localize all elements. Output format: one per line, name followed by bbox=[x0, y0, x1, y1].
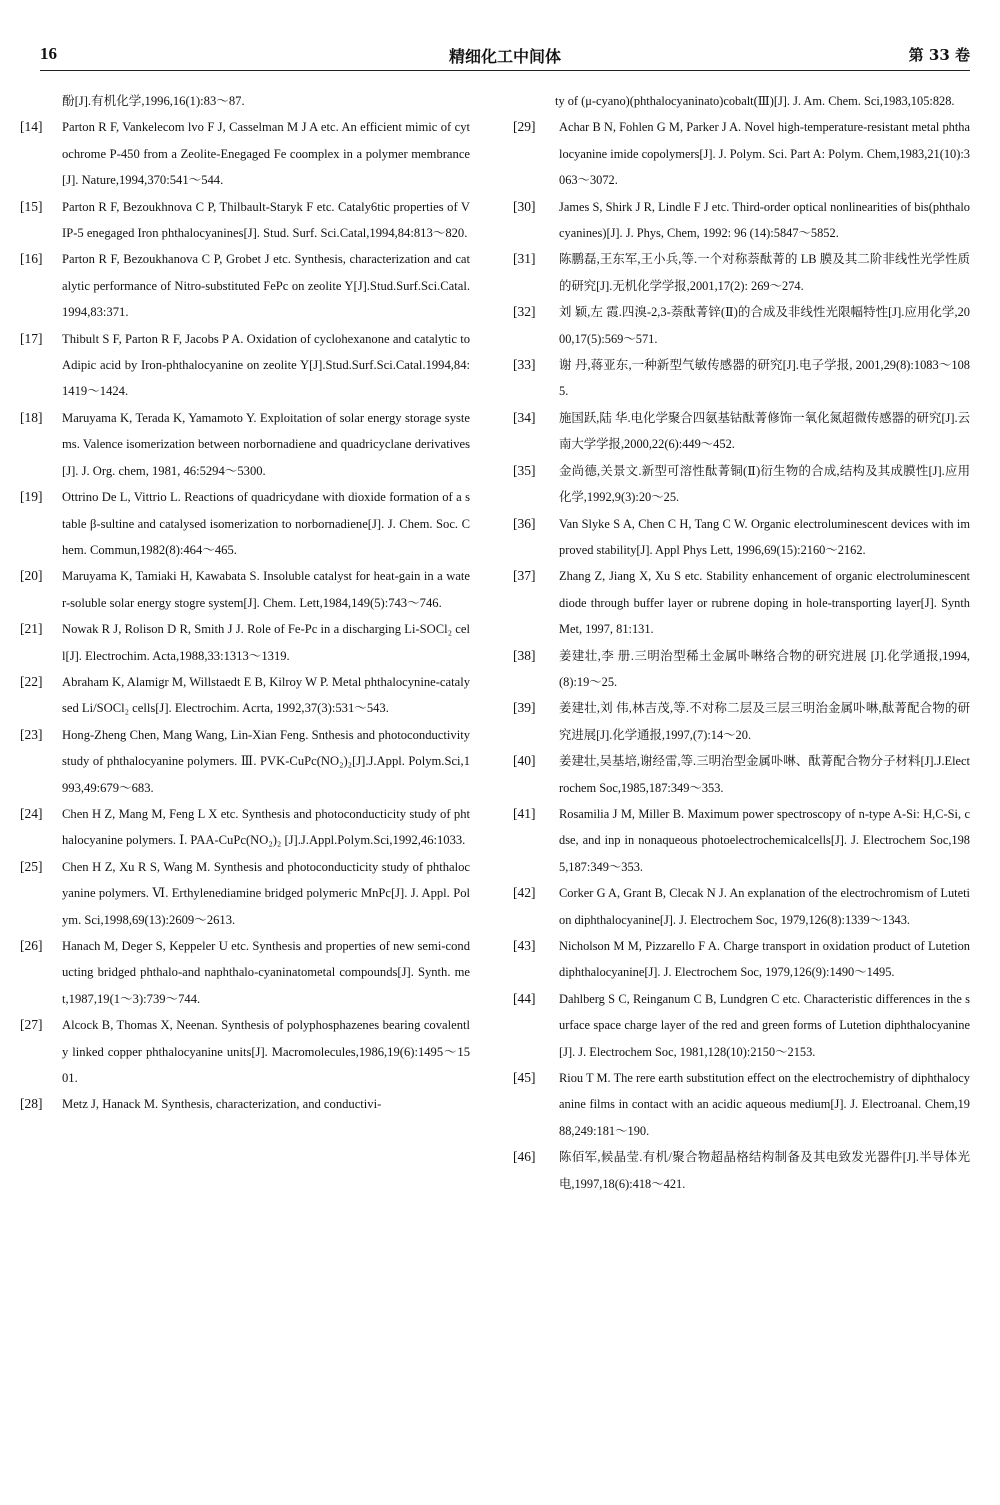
reference-entry bbox=[513, 352, 970, 405]
reference-number: [28] bbox=[20, 1096, 43, 1112]
reference-number: [25] bbox=[20, 858, 43, 874]
reference-number: [35] bbox=[513, 462, 536, 478]
page-header bbox=[40, 36, 970, 71]
reference-text: 陈鹏磊,王东军,王小兵,等.一个对称萘酞菁的 LB 膜及其二阶非线性光学性质的研究[J].无机化学学报,2001,17(2): 269～274. bbox=[559, 252, 970, 293]
reference-number: [42] bbox=[513, 885, 536, 901]
reference-entry bbox=[513, 748, 970, 801]
reference-entry bbox=[20, 194, 470, 247]
reference-text: 姜建壮,李 册.三明治型稀土金属卟啉络合物的研究进展 [J].化学通报,1994,(8):19～25. bbox=[559, 648, 970, 689]
reference-entry bbox=[20, 563, 470, 616]
reference-entry bbox=[20, 722, 470, 801]
reference-continuation bbox=[20, 88, 470, 114]
reference-text: 金尚德,关景文.新型可溶性酞菁铜(Ⅱ)衍生物的合成,结构及其成膜性[J].应用化学,1992,9(3):20～25. bbox=[559, 463, 970, 505]
reference-number: [15] bbox=[20, 198, 43, 214]
reference-entry bbox=[20, 801, 470, 854]
reference-number: [24] bbox=[20, 805, 43, 821]
reference-number: [30] bbox=[513, 198, 536, 214]
reference-number: [34] bbox=[513, 409, 536, 425]
reference-entry bbox=[20, 246, 470, 325]
reference-text: 陈佰军,候晶莹.有机/聚合物超晶格结构制备及其电致发光器件[J].半导体光电,1997,18(6):418～421. bbox=[559, 1150, 970, 1191]
reference-number: [45] bbox=[513, 1070, 536, 1086]
reference-number: [17] bbox=[20, 330, 43, 346]
reference-number: [20] bbox=[20, 568, 43, 584]
reference-number: [21] bbox=[20, 621, 43, 637]
reference-text: Alcock B, Thomas X, Neenan. Synthesis of polyphosphazenes bearing covalently linked copper phthalocyanine units[J]. Macromolecules,1986,19(6):1495～1501. bbox=[62, 1018, 470, 1086]
page-number: 16 bbox=[40, 44, 57, 63]
reference-text: Parton R F, Bezoukhanova C P, Grobet J etc. Synthesis, characterization and catalytic performance of Nitro-substituted FePc on zeolite Y[J].Stud.Surf.Sci.Catal.1994,83:371. bbox=[62, 252, 470, 320]
reference-number: [41] bbox=[513, 805, 536, 821]
reference-entry bbox=[513, 511, 970, 564]
reference-text: 酚[J].有机化学,1996,16(1):83～87. bbox=[62, 94, 245, 108]
reference-entry bbox=[513, 643, 970, 696]
reference-entry bbox=[513, 563, 970, 642]
reference-entry bbox=[513, 1065, 970, 1144]
reference-entry bbox=[20, 854, 470, 933]
reference-number: [31] bbox=[513, 251, 536, 267]
reference-entry bbox=[513, 1144, 970, 1197]
reference-number: [44] bbox=[513, 990, 536, 1006]
reference-text: Metz J, Hanack M. Synthesis, characterization, and conductivi- bbox=[62, 1097, 382, 1112]
reference-entry bbox=[20, 616, 470, 669]
reference-entry bbox=[513, 458, 970, 511]
reference-number: [23] bbox=[20, 726, 43, 742]
reference-entry bbox=[20, 933, 470, 1012]
reference-entry bbox=[20, 114, 470, 193]
reference-text: Van Slyke S A, Chen C H, Tang C W. Organic electroluminescent devices with improved stability[J]. Appl Phys Lett, 1996,69(15):2160～2162. bbox=[559, 516, 970, 557]
reference-number: [16] bbox=[20, 251, 43, 267]
reference-text: Rosamilia J M, Miller B. Maximum power spectroscopy of n-type A-Si: H,C-Si, cdse, and inp in nonaqueous photoelectrochemicalcells[J]. J. Electrochem Soc,1985,187:349～353. bbox=[559, 806, 970, 874]
reference-entry bbox=[513, 880, 970, 933]
left-reference-column bbox=[20, 88, 470, 1118]
reference-number: [36] bbox=[513, 515, 536, 531]
reference-text: 姜建壮,吴基培,谢经雷,等.三明治型金属卟啉、酞菁配合物分子材料[J].J.Electrochem Soc,1985,187:349～353. bbox=[559, 754, 970, 795]
reference-number: [37] bbox=[513, 568, 536, 584]
reference-text: Parton R F, Bezoukhnova C P, Thilbault-Staryk F etc. Cataly6tic properties of VIP-5 enegaged Iron phthalocyanines[J]. Stud. Surf. Sci.Catal,1994,84:813～820. bbox=[62, 199, 470, 241]
reference-entry bbox=[513, 299, 970, 352]
journal-title: 精细化工中间体 bbox=[448, 47, 561, 66]
reference-text: Riou T M. The rere earth substitution effect on the electrochemistry of diphthalocyanine films in contact with an acidic aqueous medium[J]. J. Electroanal. Chem,1988,249:181～190. bbox=[559, 1071, 970, 1138]
reference-text: Zhang Z, Jiang X, Xu S etc. Stability enhancement of organic electroluminescent diode through buffer layer or rubrene doping in hole-transporting layer[J]. Synth Met, 1997, 81:131. bbox=[559, 569, 970, 637]
reference-text: 刘 颖,左 霞.四溴-2,3-萘酞菁锌(Ⅱ)的合成及非线性光限幅特性[J].应用化学,2000,17(5):569～571. bbox=[559, 305, 970, 346]
reference-text: Nowak R J, Rolison D R, Smith J J. Role of Fe-Pc in a discharging Li-SOCl₂ cell[J]. Electrochim. Acta,1988,33:1313～1319. bbox=[62, 622, 470, 663]
reference-number: [19] bbox=[20, 489, 43, 505]
reference-entry bbox=[20, 326, 470, 405]
reference-text: 姜建壮,刘 伟,林吉茂,等.不对称二层及三层三明治金属卟啉,酞菁配合物的研究进展[J].化学通报,1997,(7):14～20. bbox=[559, 701, 970, 742]
reference-text: ty of (μ-cyano)(phthalocyaninato)cobalt(Ⅲ)[J]. J. Am. Chem. Sci,1983,105:828. bbox=[555, 94, 955, 108]
volume-label: 第 33 卷 bbox=[908, 46, 970, 64]
reference-number: [27] bbox=[20, 1017, 43, 1033]
reference-text: Chen H Z, Xu R S, Wang M. Synthesis and photoconducticity study of phthalocyanine polymers. Ⅵ. Erthylenediamine bridged polymeric MnPc[J]. J. Appl. Polym. Sci,1998,69(13):2609～2613. bbox=[62, 859, 470, 927]
reference-text: Nicholson M M, Pizzarello F A. Charge transport in oxidation product of Lutetion diphthalocyanine[J]. J. Electrochem Soc, 1979,126(9):1490～1495. bbox=[559, 939, 970, 980]
reference-number: [22] bbox=[20, 673, 43, 689]
reference-entry bbox=[20, 1091, 470, 1117]
reference-text: Thibult S F, Parton R F, Jacobs P A. Oxidation of cyclohexanone and catalytic to Adipic acid by Iron-phthalocyanine on zeolite Y[J].Stud.Surf.Sci.Catal.1994,84:1419～1424. bbox=[62, 331, 470, 399]
reference-entry bbox=[513, 194, 970, 247]
reference-text: Dahlberg S C, Reinganum C B, Lundgren C etc. Characteristic differences in the surface space charge layer of the red and green forms of Lutetion diphthalocyanine[J]. J. Electrochem Soc, 1981,128(10):2150～2153. bbox=[559, 991, 970, 1059]
reference-continuation bbox=[513, 88, 970, 114]
reference-number: [18] bbox=[20, 409, 43, 425]
reference-text: Ottrino De L, Vittrio L. Reactions of quadricydane with dioxide formation of a stable β-sultine and catalysed isomerization to norbornadiene[J]. J. Chem. Soc. Chem. Commun,1982(8):464～465. bbox=[62, 490, 470, 557]
reference-number: [33] bbox=[513, 357, 536, 373]
reference-text: Maruyama K, Terada K, Yamamoto Y. Exploitation of solar energy storage systems. Valence isomerization between norbornadiene and quadricyclane derivatives[J]. J. Org. chem, 1981, 46:5294～5300. bbox=[62, 410, 470, 478]
reference-number: [32] bbox=[513, 304, 536, 320]
reference-entry bbox=[513, 114, 970, 193]
reference-entry bbox=[513, 933, 970, 986]
reference-entry bbox=[513, 405, 970, 458]
reference-text: 谢 丹,蒋亚东,一种新型气敏传感器的研究[J].电子学报, 2001,29(8):1083～1085. bbox=[559, 358, 970, 399]
reference-number: [14] bbox=[20, 119, 43, 135]
reference-number: [26] bbox=[20, 938, 43, 953]
reference-text: Maruyama K, Tamiaki H, Kawabata S. Insoluble catalyst for heat-gain in a water-soluble solar energy stogre system[J]. Chem. Lett,1984,149(5):743～746. bbox=[62, 569, 470, 610]
reference-text: Corker G A, Grant B, Clecak N J. An explanation of the electrochromism of Lutetion diphthalocyanine[J]. J. Electrochem Soc, 1979,126(8):1339～1343. bbox=[559, 886, 970, 927]
reference-text: Hong-Zheng Chen, Mang Wang, Lin-Xian Feng. Snthesis and photoconductivity study of phthalocyanine polymers. Ⅲ. PVK-CuPc(NO₂)₂[J].J.Appl. Polym.Sci,1993,49:679～683. bbox=[62, 727, 470, 795]
reference-text: 施国跃,陆 华.电化学聚合四氨基钴酞菁修饰一氧化氮超微传感器的研究[J].云南大学学报,2000,22(6):449～452. bbox=[559, 410, 970, 452]
reference-text: Achar B N, Fohlen G M, Parker J A. Novel high-temperature-resistant metal phthalocyanine imide copolymers[J]. J. Polym. Sci. Part A: Polym. Chem,1983,21(10):3063～3072. bbox=[559, 120, 970, 188]
reference-number: [40] bbox=[513, 753, 536, 769]
reference-number: [29] bbox=[513, 119, 536, 135]
reference-number: [39] bbox=[513, 700, 536, 716]
reference-entry bbox=[513, 246, 970, 299]
reference-number: [38] bbox=[513, 647, 536, 663]
reference-entry bbox=[513, 986, 970, 1065]
reference-text: Hanach M, Deger S, Keppeler U etc. Synthesis and properties of new semi-conducting bridged phthalo-and naphthalo-cyaninatometal compounds[J]. Synth. met,1987,19(1～3):739～744. bbox=[62, 939, 470, 1006]
right-reference-column bbox=[513, 88, 970, 1197]
reference-text: Abraham K, Alamigr M, Willstaedt E B, Kilroy W P. Metal phthalocynine-catalysed Li/SOCl₂ cells[J]. Electrochim. Acrta, 1992,37(3):531～543. bbox=[62, 674, 470, 716]
reference-number: [46] bbox=[513, 1149, 536, 1165]
reference-entry bbox=[20, 484, 470, 563]
reference-entry bbox=[20, 669, 470, 722]
reference-text: Parton R F, Vankelecom lvo F J, Casselman M J A etc. An efficient mimic of cytochrome P-450 from a Zeolite-Enegaged Fe coomplex in a polymer membrance[J]. Nature,1994,370:541～544. bbox=[62, 120, 470, 188]
reference-text: Chen H Z, Mang M, Feng L X etc. Synthesis and photoconducticity study of phthalocyanine polymers. Ⅰ. PAA-CuPc(NO₂)₂ [J].J.Appl.Polym.Sci,1992,46:1033. bbox=[62, 806, 470, 848]
reference-text: James S, Shirk J R, Lindle F J etc. Third-order optical nonlinearities of bis(phthalocyanines)[J]. J. Phys, Chem, 1992: 96 (14):5847～5852. bbox=[559, 199, 970, 241]
reference-entry bbox=[513, 695, 970, 748]
reference-entry bbox=[20, 405, 470, 484]
reference-number: [43] bbox=[513, 938, 536, 953]
reference-entry bbox=[20, 1012, 470, 1091]
reference-entry bbox=[513, 801, 970, 880]
